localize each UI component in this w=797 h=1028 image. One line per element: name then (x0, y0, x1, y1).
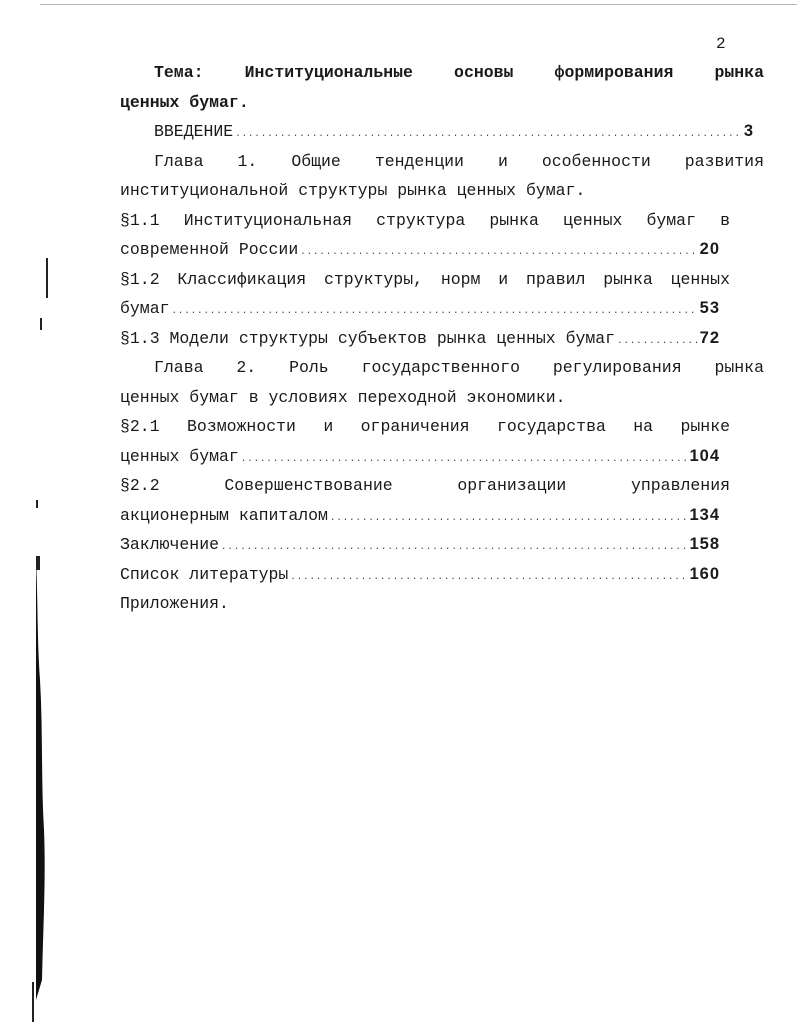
leader-dots (221, 533, 687, 560)
toc-label: Список литературы (120, 564, 289, 584)
toc-entry-intro (120, 117, 754, 147)
leader-dots (617, 327, 698, 354)
scan-mark (46, 258, 48, 298)
chapter1-line-1: Глава 1. Общие тенденции и особенности развития (154, 151, 764, 171)
chapter1-line-2: институциональной структуры рынка ценных бумаг. (120, 181, 586, 200)
leader-dots (241, 445, 688, 472)
toc-entry-references (120, 560, 720, 590)
scan-top-border (40, 4, 797, 5)
scan-mark (36, 500, 38, 508)
toc-page: 158 (689, 535, 720, 553)
toc-entry-s11 (120, 235, 720, 265)
table-of-contents (120, 58, 764, 619)
toc-page: 104 (689, 446, 720, 465)
toc-label: Заключение (120, 535, 220, 554)
leader-dots (330, 504, 688, 531)
scan-mark (32, 982, 34, 1022)
toc-entry-s21 (120, 442, 720, 472)
scan-binding-shadow (34, 560, 48, 1000)
toc-label: ВВЕДЕНИЕ (154, 122, 234, 141)
s12-line-1: §1.2 Классификация структуры, норм и правил рынка ценных (120, 269, 730, 289)
toc-entry-s12 (120, 294, 720, 324)
page-number: 2 (716, 35, 726, 53)
toc-entry-s13 (120, 324, 720, 354)
toc-label: бумаг (120, 299, 170, 318)
leader-dots (172, 297, 698, 324)
toc-entry-appendix: Приложения. (120, 594, 229, 613)
chapter2-line-2: ценных бумаг в условиях переходной экономики. (120, 387, 566, 407)
scan-mark (36, 556, 40, 570)
toc-entry-conclusion (120, 530, 720, 560)
toc-page: 72 (699, 328, 720, 347)
toc-label: ценных бумаг (120, 446, 239, 466)
leader-dots (300, 238, 697, 265)
toc-label: акционерным капиталом (120, 505, 328, 525)
leader-dots (235, 120, 742, 147)
toc-page: 20 (699, 240, 720, 258)
leader-dots (290, 563, 687, 590)
toc-page: 53 (699, 299, 720, 317)
toc-label: §1.3 Модели структуры субъектов рынка ценных бумаг (120, 328, 616, 348)
toc-page: 134 (689, 505, 720, 524)
scan-mark (40, 318, 42, 330)
title-line-1: Тема: Институциональные основы формирования рынка (154, 63, 764, 82)
s21-line-1: §2.1 Возможности и ограничения государства на рынке (120, 417, 730, 436)
toc-page: 3 (743, 122, 754, 140)
title-line-2: ценных бумаг. (120, 92, 249, 112)
s11-line-1: §1.1 Институциональная структура рынка ценных бумаг в (120, 210, 730, 230)
s22-line-1: §2.2 Совершенствование организации управления (120, 476, 730, 495)
chapter2-line-1: Глава 2. Роль государственного регулирования рынка (154, 358, 764, 377)
toc-entry-s22 (120, 501, 720, 531)
toc-label: современной России (120, 240, 299, 259)
toc-page: 160 (689, 564, 720, 583)
